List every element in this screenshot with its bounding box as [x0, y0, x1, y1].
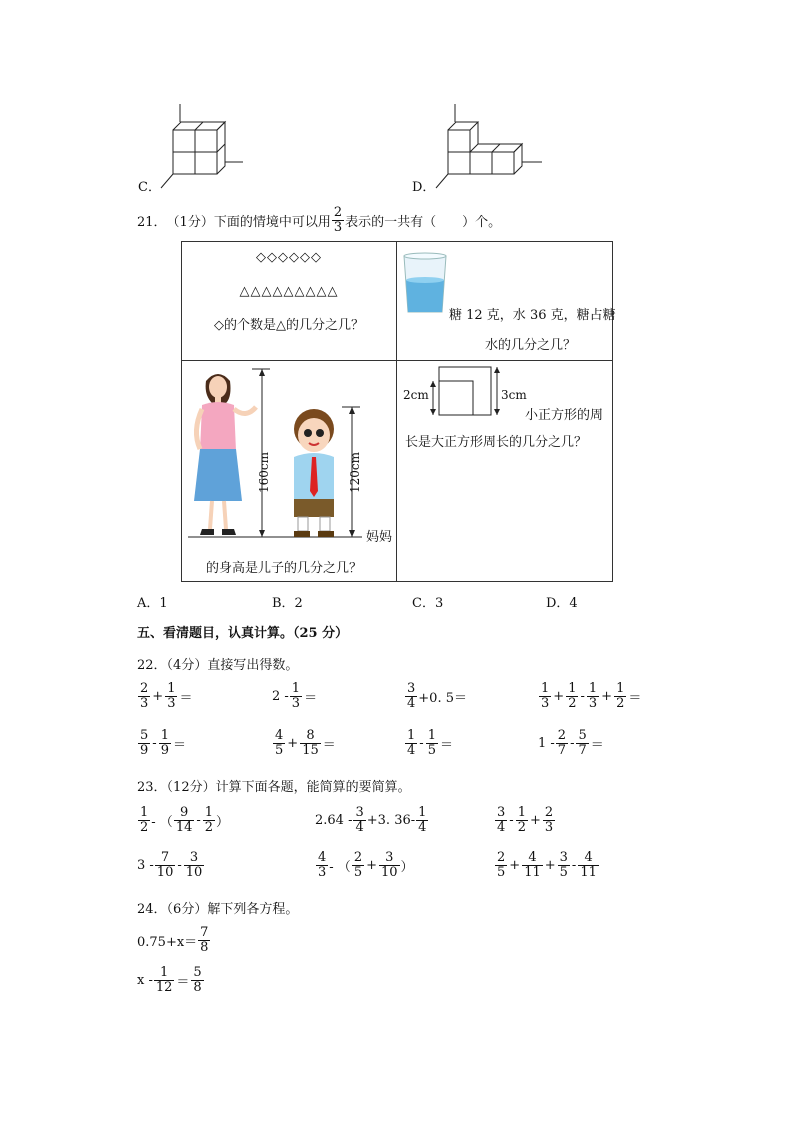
q21-cell-sugar [396, 241, 616, 361]
q22-item-7: $\frac{1}{4}$ - $\frac{1}{5}$ ＝ [407, 728, 453, 758]
q24-equation-1: 0.75+x＝ $\frac{7}{8}$ [137, 925, 209, 955]
q23-expr-3: $\frac{3}{4}$ - $\frac{1}{2}$ + $\frac{2}{3}$ [497, 805, 554, 835]
q22-header: 22．（4分）直接写出得数。 [137, 658, 299, 673]
q22-item-2: 2 - $\frac{1}{3}$ ＝ [272, 681, 318, 711]
option-d-label: D． [412, 180, 436, 195]
q23-expr-1: $\frac{1}{2}$ - （ $\frac{9}{14}$ - $\frac{1}{2}$ ） [140, 805, 230, 835]
option-c-label: C． [138, 180, 161, 195]
triangles-row: △△△△△△△△△ [239, 284, 339, 299]
cube-figure-c [155, 100, 245, 190]
big-square-label: 3cm [501, 388, 527, 402]
q22-item-6: $\frac{4}{5}$ + $\frac{8}{15}$ ＝ [275, 728, 336, 758]
q23-expr-5: $\frac{4}{3}$ - （ $\frac{2}{5}$ + $\frac{3}{10}$ ） [318, 850, 414, 880]
q21-cell-height [181, 360, 397, 582]
q24-equation-2: x - $\frac{1}{12}$ ＝ $\frac{5}{8}$ [137, 965, 202, 995]
q21-number: 21． [137, 214, 167, 230]
water-glass-icon [401, 250, 449, 316]
son-height-label: 120cm [348, 451, 362, 493]
q22-item-8: 1 - $\frac{2}{7}$ - $\frac{5}{7}$ ＝ [538, 728, 604, 758]
height-question: 的身高是儿子的几分之几？ [206, 561, 363, 576]
q21-option-b: B．2 [272, 596, 303, 611]
q21-stem [137, 206, 501, 234]
q21-option-a: A．1 [137, 596, 168, 611]
q23-expr-6: $\frac{2}{5}$ + $\frac{4}{11}$ + $\frac{3}{5}$ - $\frac{4}{11}$ [497, 850, 597, 880]
q22-item-5: $\frac{5}{9}$ - $\frac{1}{9}$ ＝ [140, 728, 186, 758]
q24-header: 24．（6分）解下列各方程。 [137, 902, 299, 917]
q21-text-before: 下面的情境中可以用 [213, 214, 331, 230]
squares-figure [427, 363, 507, 423]
q23-header: 23．（12分）计算下面各题，能简算的要简算。 [137, 780, 411, 795]
q21-fraction: $\frac{2}{3}$ [333, 205, 343, 235]
q22-item-1: $\frac{2}{3}$ + $\frac{1}{3}$ ＝ [140, 681, 193, 711]
q22-item-3: $\frac{3}{4}$ +0. 5＝ [407, 681, 467, 711]
mother-label: 妈妈 [366, 530, 393, 545]
q21-cell-squares [396, 360, 613, 582]
mother-son-illustration [182, 361, 398, 551]
sugar-line2: 水的几分之几？ [485, 338, 577, 353]
shapes-question: ◇的个数是△的几分之几？ [214, 318, 364, 333]
q21-option-c: C．3 [412, 596, 444, 611]
q21-points: （1分） [166, 214, 214, 230]
cube-figure-d [430, 100, 550, 190]
q23-expr-4: 3 - $\frac{7}{10}$ - $\frac{3}{10}$ [137, 850, 203, 880]
mother-height-label: 160cm [257, 451, 271, 493]
q21-option-d: D．4 [546, 596, 578, 611]
sugar-line1: 糖 12 克，水 36 克，糖占糖 [449, 308, 616, 323]
section5-title: 五、看清题目，认真计算。（25 分） [137, 626, 349, 641]
squares-line2: 长是大正方形周长的几分之几？ [405, 435, 588, 450]
q21-text-after: 表示的一共有（ ）个。 [345, 214, 502, 230]
diamonds-row: ◇◇◇◇◇◇ [256, 250, 322, 265]
q22-item-4: $\frac{1}{3}$ + $\frac{1}{2}$ - $\frac{1}{3}$ + $\frac{1}{2}$ ＝ [541, 681, 642, 711]
small-square-label: 2cm [403, 388, 429, 402]
q23-expr-2: 2.64 - $\frac{3}{4}$ +3. 36- $\frac{1}{4}$ [315, 805, 427, 835]
squares-line1: 小正方形的周 [525, 408, 604, 423]
q21-cell-shapes [181, 241, 397, 361]
